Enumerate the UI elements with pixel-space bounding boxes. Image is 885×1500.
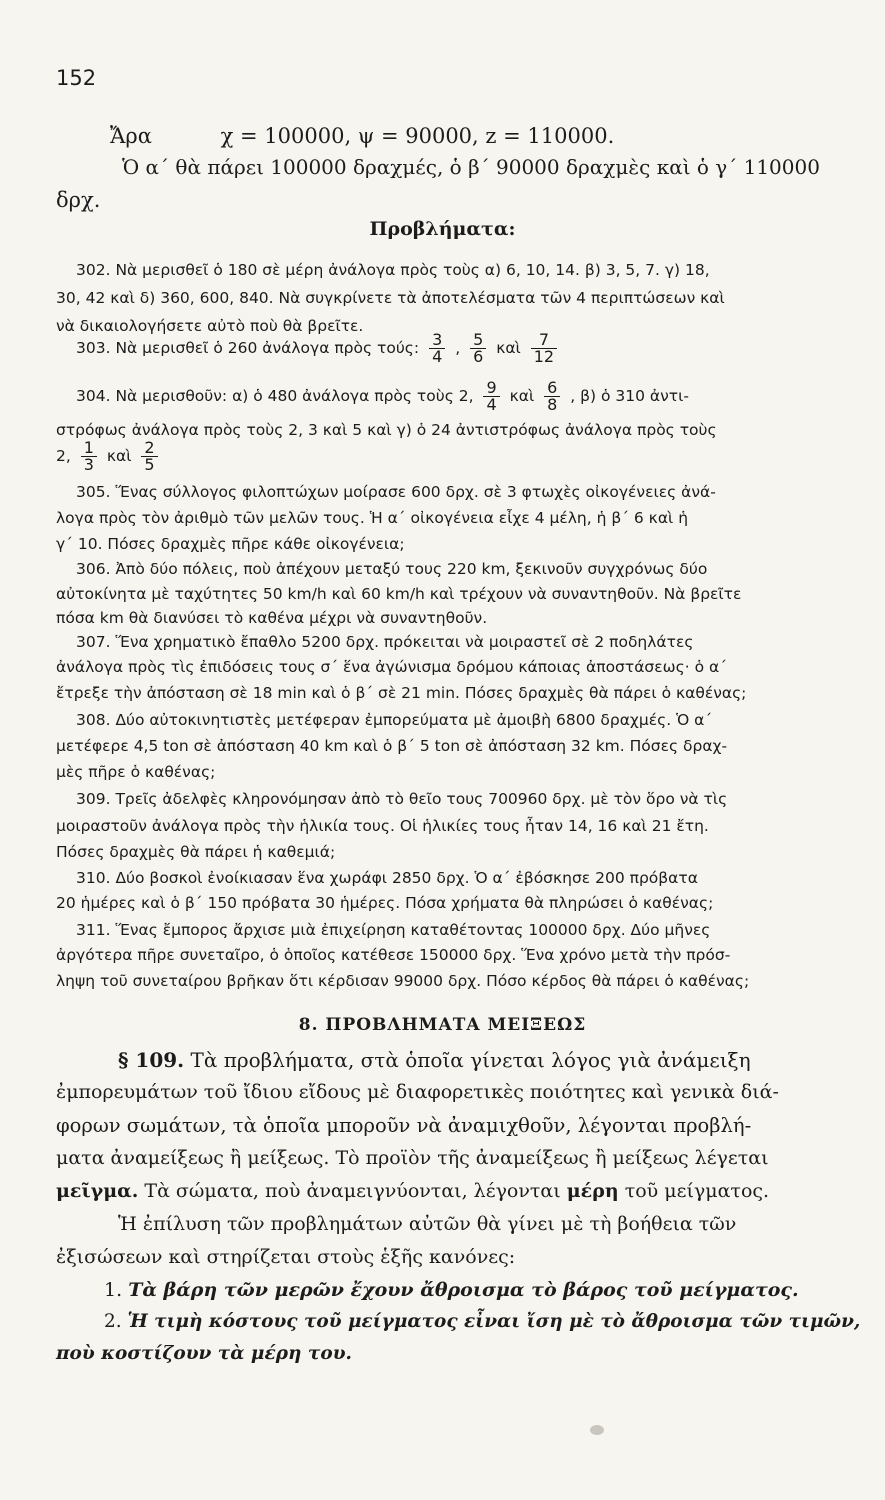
solution-line-3: δρχ. <box>56 188 101 212</box>
section-line-5: μεῖγμα. Τὰ σώματα, ποὺ ἀναμειγνύονται, λέγονται μέρη τοῦ μείγματος. <box>56 1180 770 1202</box>
problem-305-line-2: λογα πρὸς τὸν ἀριθμὸ τῶν μελῶν τους. Ἡ α΄ οἰκογένεια εἶχε 4 μέλη, ἡ β΄ 6 καὶ ἡ <box>56 509 689 527</box>
solution-line-1 <box>110 124 614 148</box>
problem-311-line-2: ἀργότερα πῆρε συνεταῖρο, ὁ ὁποῖος κατέθεσε 150000 δρχ. Ἕνα χρόνο μετὰ τὴν πρόσ- <box>56 946 731 964</box>
problem-304-line-3: 2, $\frac{1}{3}$ καὶ $\frac{2}{5}$ <box>56 440 163 473</box>
problem-304-line-1: 304. Νὰ μερισθοῦν: α) ὁ 480 ἀνάλογα πρὸς τοὺς 2, $\frac{9}{4}$ καὶ $\frac{6}{8}$ , β) ὁ 310 ἀντι- <box>76 378 689 414</box>
problem-303-text: 303. Νὰ μερισθεῖ ὁ 260 ἀνάλογα πρὸς τούς: <box>76 339 420 357</box>
problem-310-line-2: 20 ἡμέρες καὶ ὁ β΄ 150 πρόβατα 30 ἡμέρες. Πόσα χρήματα θὰ πληρώσει ὁ καθένας; <box>56 894 714 912</box>
fraction-1-3: $\frac{1}{3}$ <box>81 440 97 473</box>
problem-303: 303. Νὰ μερισθεῖ ὁ 260 ἀνάλογα πρὸς τούς: $\frac{3}{4}$ , $\frac{5}{6}$ καὶ $\frac{7}{12}$ <box>76 332 562 365</box>
solution-line-2: Ὁ α΄ θὰ πάρει 100000 δραχμές, ὁ β΄ 90000 δραχμὲς καὶ ὁ γ΄ 110000 <box>122 155 820 179</box>
fraction-2-5: $\frac{2}{5}$ <box>141 440 157 473</box>
problem-309-line-2: μοιραστοῦν ἀνάλογα πρὸς τὴν ἡλικία τους. Οἱ ἡλικίες τους ἦταν 14, 16 καὶ 21 ἔτη. <box>56 817 709 835</box>
section-line-2: ἐμπορευμάτων τοῦ ἴδιου εἴδους μὲ διαφορετικὲς ποιότητες καὶ γενικὰ διά- <box>56 1081 779 1103</box>
page-number: 152 <box>56 66 97 90</box>
problem-306-line-1: 306. Ἀπὸ δύο πόλεις, ποὺ ἀπέχουν μεταξύ τους 220 km, ξεκινοῦν συγχρόνως δύο <box>76 560 708 578</box>
problem-304-text: 304. Νὰ μερισθοῦν: α) ὁ 480 ἀνάλογα πρὸς τοὺς 2, <box>76 387 474 405</box>
paragraph-number: § 109. <box>118 1048 185 1072</box>
rule-2-line-2: ποὺ κοστίζουν τὰ μέρη του. <box>56 1343 352 1364</box>
rule-2-text: Ἡ τιμὴ κόστους τοῦ μείγματος εἶναι ἴση μὲ τὸ ἄθροισμα τῶν τιμῶν, <box>127 1311 861 1332</box>
rule-1-text: Τὰ βάρη τῶν μερῶν ἔχουν ἄθροισμα τὸ βάρος τοῦ μείγματος. <box>128 1279 799 1301</box>
fraction-7-12: $\frac{7}{12}$ <box>531 332 557 365</box>
problem-302-line-2: 30, 42 καὶ δ) 360, 600, 840. Νὰ συγκρίνετε τὰ ἀποτελέσματα τῶν 4 περιπτώσεων καὶ <box>56 289 725 307</box>
problem-305-line-1: 305. Ἕνας σύλλογος φιλοπτώχων μοίρασε 600 δρχ. σὲ 3 φτωχὲς οἰκογένειες ἀνά- <box>76 483 716 501</box>
term-meigma: μεῖγμα. <box>56 1180 139 1202</box>
problem-309-line-3: Πόσες δραχμὲς θὰ πάρει ἡ καθεμιά; <box>56 843 336 861</box>
section-heading: 8. ΠΡΟΒΛΗΜΑΤΑ ΜΕΙΞΕΩΣ <box>298 1015 587 1035</box>
fraction-6-8: $\frac{6}{8}$ <box>544 380 560 413</box>
section-line-7: ἐξισώσεων καὶ στηρίζεται στοὺς ἑξῆς κανόνες: <box>56 1246 516 1268</box>
section-line-3: φορων σωμάτων, τὰ ὁποῖα μποροῦν νὰ ἀναμιχθοῦν, λέγονται προβλή- <box>56 1114 752 1137</box>
ink-blot <box>590 1425 604 1435</box>
problem-307-line-3: ἔτρεξε τὴν ἀπόσταση σὲ 18 min καὶ ὁ β΄ σὲ 21 min. Πόσες δραχμὲς θὰ πάρει ὁ καθένας; <box>56 684 747 702</box>
fraction-9-4: $\frac{9}{4}$ <box>483 380 499 413</box>
problem-311-line-1: 311. Ἕνας ἔμπορος ἄρχισε μιὰ ἐπιχείρηση καταθέτοντας 100000 δρχ. Δύο μῆνες <box>76 921 711 939</box>
section-line-4: ματα ἀναμείξεως ἢ μείξεως. Τὸ προϊὸν τῆς ἀναμείξεως ἢ μείξεως λέγεται <box>56 1147 769 1169</box>
problem-305-line-3: γ΄ 10. Πόσες δραχμὲς πῆρε κάθε οἰκογένεια; <box>56 535 405 553</box>
problems-heading: Προβλήματα: <box>369 218 516 240</box>
problem-308-line-2: μετέφερε 4,5 ton σὲ ἀπόσταση 40 km καὶ ὁ β΄ 5 ton σὲ ἀπόσταση 32 km. Πόσες δραχ- <box>56 737 728 755</box>
rule-1: 1. Τὰ βάρη τῶν μερῶν ἔχουν ἄθροισμα τὸ βάρος τοῦ μείγματος. <box>104 1279 799 1301</box>
problem-302-line-1: 302. Νὰ μερισθεῖ ὁ 180 σὲ μέρη ἀνάλογα πρὸς τοὺς α) 6, 10, 14. β) 3, 5, 7. γ) 18, <box>76 261 710 279</box>
problem-309-line-1: 309. Τρεῖς ἀδελφὲς κληρονόμησαν ἀπὸ τὸ θεῖο τους 700960 δρχ. μὲ τὸν ὅρο νὰ τὶς <box>76 790 728 808</box>
problem-306-line-2: αὐτοκίνητα μὲ ταχύτητες 50 km/h καὶ 60 km/h καὶ τρέχουν νὰ συναντηθοῦν. Νὰ βρεῖτε <box>56 585 742 603</box>
problem-307-line-1: 307. Ἕνα χρηματικὸ ἔπαθλο 5200 δρχ. πρόκειται νὰ μοιραστεῖ σὲ 2 ποδηλάτες <box>76 633 694 651</box>
section-line-1: § 109. Τὰ προβλήματα, στὰ ὁποῖα γίνεται λόγος γιὰ ἀνάμειξη <box>118 1048 751 1072</box>
section-line-6: Ἡ ἐπίλυση τῶν προβλημάτων αὐτῶν θὰ γίνει μὲ τὴ βοήθεια τῶν <box>118 1213 737 1235</box>
rule-2-line-1: 2. Ἡ τιμὴ κόστους τοῦ μείγματος εἶναι ἴση μὲ τὸ ἄθροισμα τῶν τιμῶν, <box>104 1311 861 1332</box>
solution-ara: Ἄρα <box>110 124 152 148</box>
problem-311-line-3: ληψη τοῦ συνεταίρου βρῆκαν ὅτι κέρδισαν 99000 δρχ. Πόσο κέρδος θὰ πάρει ὁ καθένας; <box>56 972 750 990</box>
problem-308-line-1: 308. Δύο αὐτοκινητιστὲς μετέφεραν ἐμπορεύματα μὲ ἀμοιβὴ 6800 δραχμές. Ὁ α΄ <box>76 711 713 729</box>
problem-307-line-2: ἀνάλογα πρὸς τὶς ἐπιδόσεις τους σ΄ ἕνα ἀγώνισμα δρόμου κάποιας ἀποστάσεως· ὁ α΄ <box>56 658 727 676</box>
problem-306-line-3: πόσα km θὰ διανύσει τὸ καθένα μέχρι νὰ συναντηθοῦν. <box>56 609 488 627</box>
fraction-5-6: $\frac{5}{6}$ <box>470 332 486 365</box>
problem-304-line-2: στρόφως ἀνάλογα πρὸς τοὺς 2, 3 καὶ 5 καὶ γ) ὁ 24 ἀντιστρόφως ἀνάλογα πρὸς τοὺς <box>56 421 717 439</box>
problem-310-line-1: 310. Δύο βοσκοὶ ἐνοίκιασαν ἕνα χωράφι 2850 δρχ. Ὁ α΄ ἐβόσκησε 200 πρόβατα <box>76 869 698 887</box>
solution-values: χ = 100000, ψ = 90000, z = 110000. <box>220 124 615 148</box>
problem-308-line-3: μὲς πῆρε ὁ καθένας; <box>56 763 216 781</box>
problem-302-line-3: νὰ δικαιολογήσετε αὐτὸ ποὺ θὰ βρεῖτε. <box>56 317 364 335</box>
fraction-3-4: $\frac{3}{4}$ <box>429 332 445 365</box>
term-meri: μέρη <box>566 1180 619 1202</box>
